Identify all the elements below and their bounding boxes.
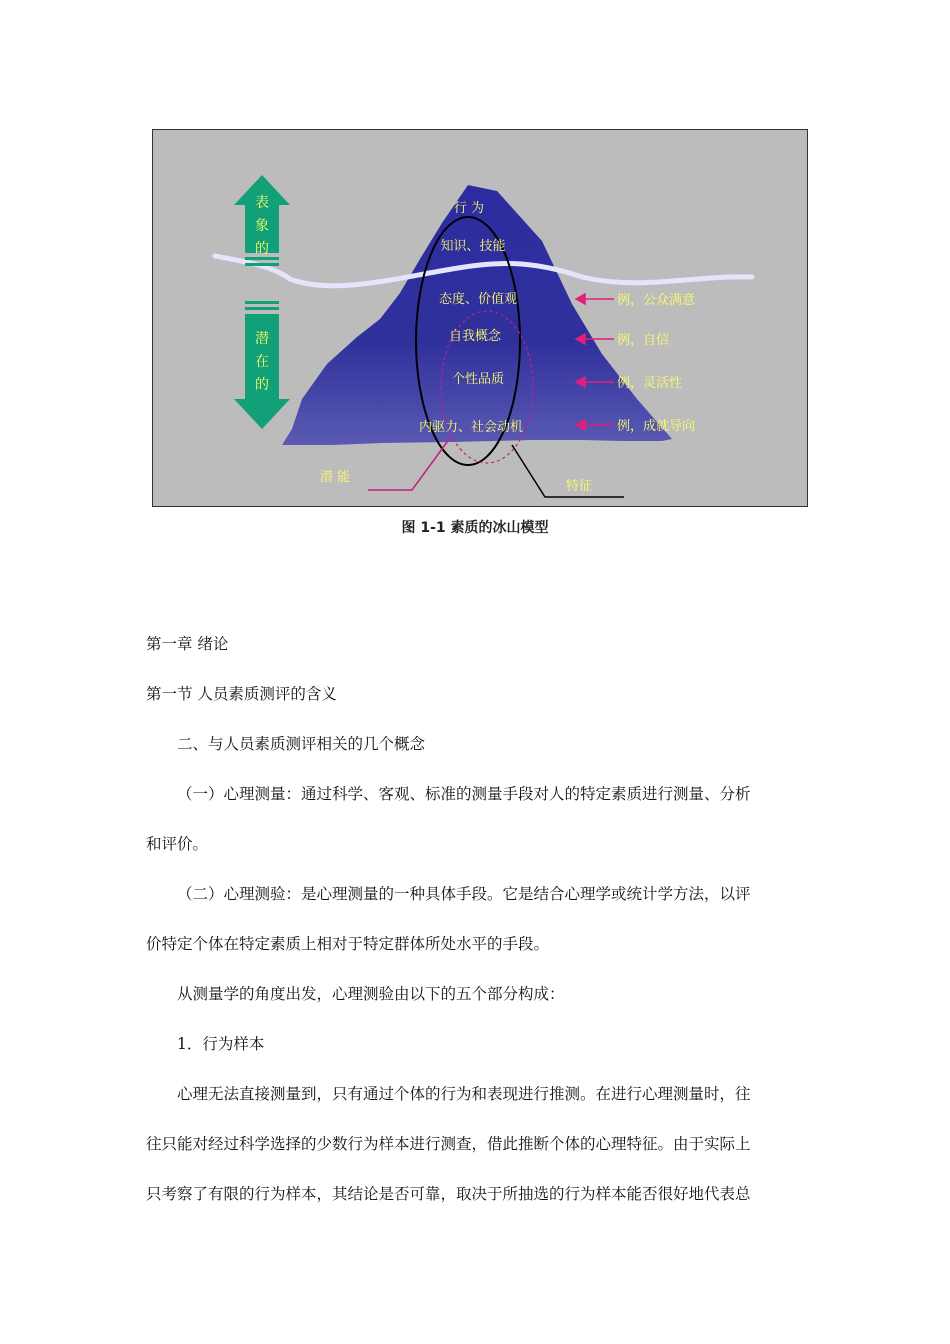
- label-personality: 个性品质: [451, 372, 505, 387]
- example-public-satisfaction: 例，公众满意: [617, 293, 696, 308]
- visible-char-1: 表: [255, 195, 269, 211]
- figure-caption: 图 1-1 素质的冰山模型: [401, 520, 549, 536]
- example-confidence: 例，自信: [617, 333, 670, 348]
- visible-char-2: 象: [255, 218, 269, 234]
- paragraph-measurement-line-2: 和评价。: [146, 835, 209, 853]
- latent-char-2: 在: [255, 354, 269, 370]
- paragraph-test-line-2: 价特定个体在特定素质上相对于特定群体所处水平的手段。: [146, 935, 550, 953]
- paragraph-behavior-line-2: 往只能对经过科学选择的少数行为样本进行测查，借此推断个体的心理特征。由于实际上: [146, 1135, 751, 1153]
- label-attitude-value: 态度、价值观: [438, 292, 518, 307]
- label-potential: 潜 能: [320, 470, 351, 485]
- list-item-behavior-sample: 1．行为样本: [177, 1035, 265, 1053]
- section-heading: 第一节 人员素质测评的含义: [146, 685, 337, 703]
- latent-char-3: 的: [255, 377, 269, 393]
- example-flexibility: 例，灵活性: [617, 376, 683, 391]
- latent-char-1: 潜: [255, 331, 269, 347]
- label-self-concept: 自我概念: [448, 329, 502, 344]
- visible-char-3: 的: [255, 241, 269, 257]
- example-achievement: 例，成就导向: [617, 419, 696, 434]
- subsection-heading: 二、与人员素质测评相关的几个概念: [177, 735, 426, 753]
- chapter-heading: 第一章 绪论: [146, 635, 229, 653]
- label-behavior: 行 为: [453, 201, 485, 216]
- iceberg-figure: [152, 129, 808, 507]
- paragraph-measurement-line-1: （一）心理测量：通过科学、客观、标准的测量手段对人的特定素质进行测量、分析: [177, 785, 751, 803]
- paragraph-test-line-1: （二）心理测验：是心理测量的一种具体手段。它是结合心理学或统计学方法，以评: [177, 885, 751, 903]
- label-trait: 特征: [566, 479, 593, 494]
- label-knowledge-skill: 知识、技能: [440, 239, 506, 254]
- paragraph-behavior-line-3: 只考察了有限的行为样本，其结论是否可靠，取决于所抽选的行为样本能否很好地代表总: [146, 1185, 751, 1203]
- paragraph-components: 从测量学的角度出发，心理测验由以下的五个部分构成：: [177, 985, 565, 1003]
- paragraph-behavior-line-1: 心理无法直接测量到，只有通过个体的行为和表现进行推测。在进行心理测量时，往: [177, 1085, 751, 1103]
- label-drive-motive: 内驱力、社会动机: [418, 420, 524, 435]
